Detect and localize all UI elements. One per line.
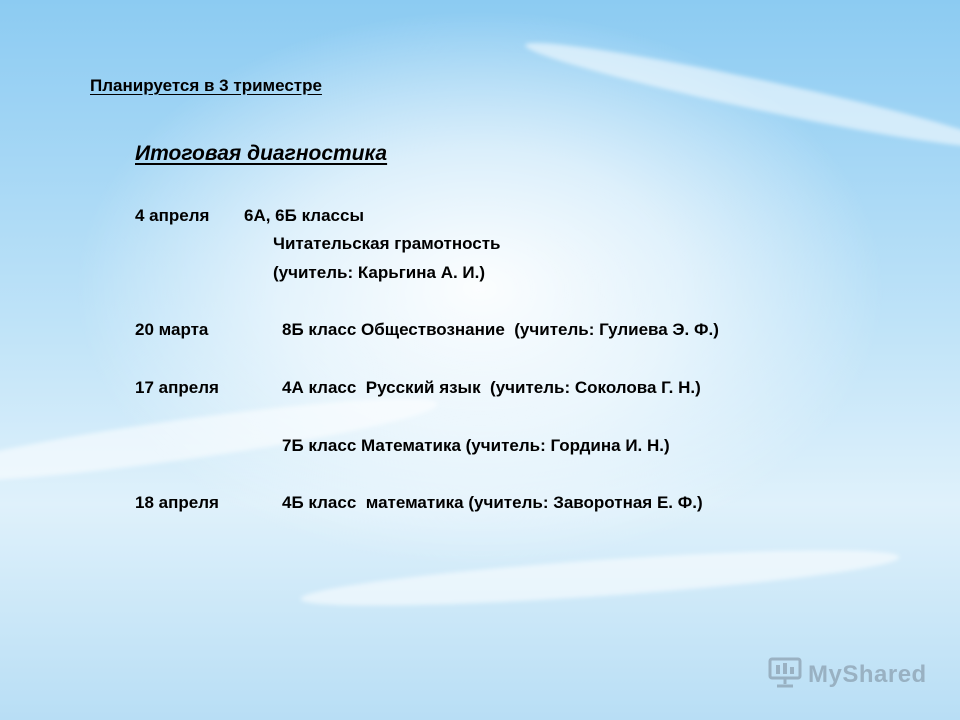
entry-line: 8Б класс Обществознание (учитель: Гулиева Э. Ф.): [282, 320, 719, 339]
entry-date: 17 апреля: [135, 378, 219, 397]
entry-date: 4 апреля: [135, 206, 210, 225]
entry-line: 6А, 6Б классы: [244, 206, 364, 225]
watermark-text: MyShared: [808, 660, 927, 688]
entry-line: (учитель: Карьгина А. И.): [273, 263, 486, 282]
entry-line: 7Б класс Математика (учитель: Гордина И. Н.): [282, 436, 670, 455]
watermark: [768, 656, 927, 693]
entry-line: 4А класс Русский язык (учитель: Соколова Г. Н.): [282, 378, 701, 397]
presentation-board-icon: [768, 656, 802, 693]
slide-subtitle: Итоговая диагностика: [135, 142, 388, 165]
entry-date: 20 марта: [135, 320, 209, 339]
entry-date: 18 апреля: [135, 493, 219, 512]
entry-line: 4Б класс математика (учитель: Заворотная Е. Ф.): [282, 493, 703, 512]
slide-heading: Планируется в 3 триместре: [90, 76, 322, 95]
entry-line: Читательская грамотность: [273, 234, 501, 253]
